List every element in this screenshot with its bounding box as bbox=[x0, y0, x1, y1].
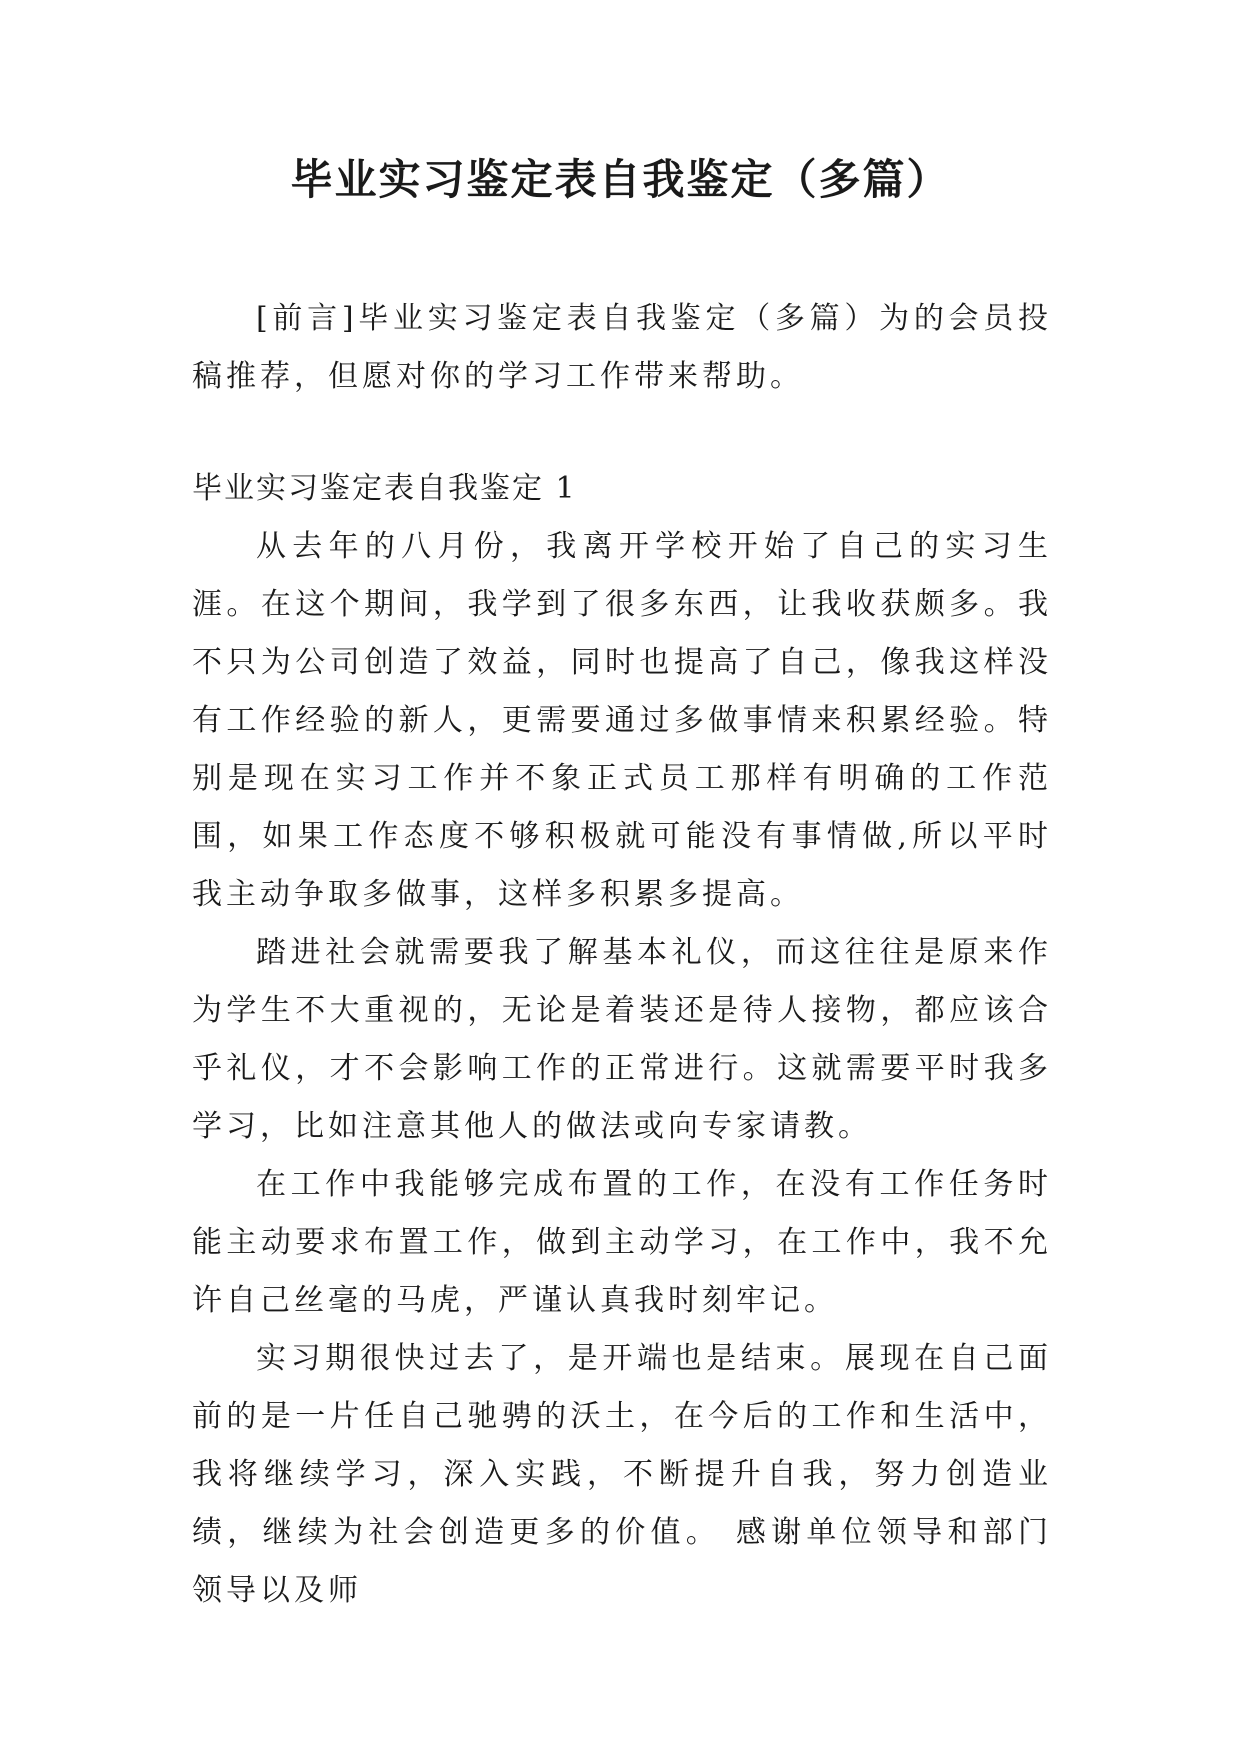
preface-paragraph: [前言]毕业实习鉴定表自我鉴定（多篇）为的会员投稿推荐，但愿对你的学习工作带来帮助。 bbox=[192, 301, 1052, 394]
body-paragraph: 在工作中我能够完成布置的工作，在没有工作任务时能主动要求布置工作，做到主动学习，在工作中，我不允许自己丝毫的马虎，严谨认真我时刻牢记。 bbox=[192, 1167, 1052, 1318]
document-body bbox=[192, 290, 1052, 1620]
document-title: 毕业实习鉴定表自我鉴定（多篇） bbox=[290, 155, 951, 204]
body-paragraph: 从去年的八月份，我离开学校开始了自己的实习生涯。在这个期间，我学到了很多东西，让我收获颇多。我不只为公司创造了效益，同时也提高了自己，像我这样没有工作经验的新人，更需要通过多做事情来积累经验。特别是现在实习工作并不象正式员工那样有明确的工作范围，如果工作态度不够积极就可能没有事情做,所以平时我主动争取多做事，这样多积累多提高。 bbox=[192, 529, 1052, 912]
section-heading: 毕业实习鉴定表自我鉴定 1 bbox=[192, 471, 577, 506]
body-paragraph: 实习期很快过去了，是开端也是结束。展现在自己面前的是一片任自己驰骋的沃土，在今后的工作和生活中，我将继续学习，深入实践，不断提升自我，努力创造业绩，继续为社会创造更多的价值。 感谢单位领导和部门领导以及师 bbox=[192, 1341, 1052, 1608]
body-paragraph: 踏进社会就需要我了解基本礼仪，而这往往是原来作为学生不大重视的，无论是着装还是待人接物，都应该合乎礼仪，才不会影响工作的正常进行。这就需要平时我多学习，比如注意其他人的做法或向专家请教。 bbox=[192, 935, 1052, 1144]
